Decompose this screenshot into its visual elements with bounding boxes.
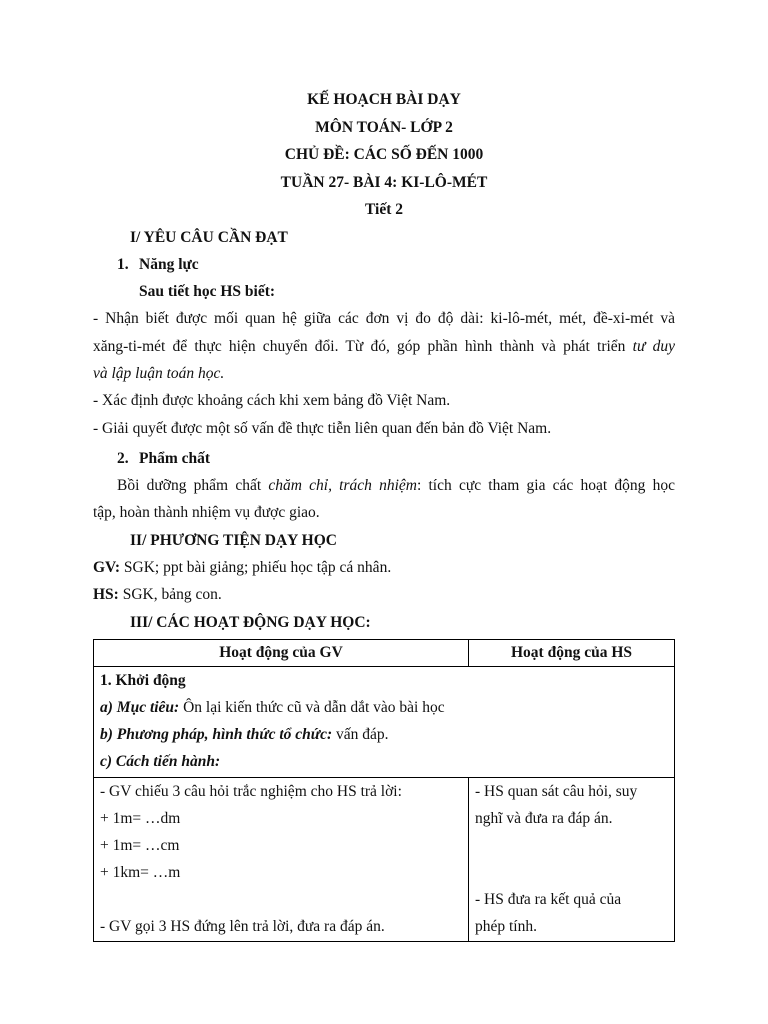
paragraph-line: - Nhận biết được mối quan hệ giữa các đơn vị đo độ dài: ki-lô-mét, mét, đề-xi-mét và — [93, 310, 675, 328]
subsection-number: 2. — [117, 449, 129, 467]
paragraph-line: - Xác định được khoảng cách khi xem bảng đồ Việt Nam. — [93, 392, 451, 410]
hs-label: HS: — [93, 586, 119, 604]
paragraph-line: và lập luận toán học. — [93, 364, 225, 382]
hs-activity-line: - HS đưa ra kết quả của — [475, 890, 622, 908]
hs-text: SGK, bảng con. — [118, 586, 222, 604]
lesson-plan-page — [93, 86, 675, 942]
outcomes-intro: Sau tiết học HS biết: — [139, 283, 276, 301]
hs-activity-line: - HS quan sát câu hỏi, suy — [475, 782, 638, 800]
hs-activity-line: phép tính. — [475, 917, 537, 935]
hs-materials — [93, 581, 675, 608]
subsection-pham-chat — [93, 445, 675, 472]
gv-text: SGK; ppt bài giảng; phiếu học tập cá nhân. — [120, 559, 392, 577]
paragraph-line — [93, 472, 675, 499]
muc-tieu-label: a) Mục tiêu: — [100, 698, 180, 716]
table-header-row — [94, 639, 675, 666]
title-line-3: CHỦ ĐỀ: CÁC SỐ ĐẾN 1000 — [284, 146, 484, 163]
title-line-2: MÔN TOÁN- LỚP 2 — [315, 118, 453, 136]
muc-tieu-text: Ôn lại kiến thức cũ và dẫn dắt vào bài học — [179, 698, 445, 716]
column-header-hs: Hoạt động của HS — [469, 639, 675, 666]
section-2-heading: II/ PHƯƠNG TIỆN DẠY HỌC — [130, 531, 337, 549]
activities-table — [93, 639, 675, 942]
subsection-label: Năng lực — [139, 255, 199, 273]
gv-activity-cell — [94, 777, 469, 941]
italic-text-run: tư duy — [632, 337, 675, 355]
hs-activity-cell — [469, 777, 675, 941]
section-1-heading: I/ YÊU CÂU CẦN ĐẠT — [130, 228, 288, 246]
gv-materials — [93, 554, 675, 581]
subsection-label: Phẩm chất — [139, 449, 211, 467]
khoi-dong-block — [94, 666, 675, 777]
section-3-heading: III/ CÁC HOẠT ĐỘNG DẠY HỌC: — [130, 613, 371, 631]
hs-activity-line — [475, 859, 668, 886]
phuong-phap-line — [100, 721, 668, 748]
gv-activity-line: - GV chiếu 3 câu hỏi trắc nghiệm cho HS trả lời: — [100, 782, 402, 800]
muc-tieu-line — [100, 694, 668, 721]
title-line-4: TUẦN 27- BÀI 4: KI-LÔ-MÉT — [280, 173, 488, 191]
text-run: : tích cực tham gia các hoạt động học — [416, 477, 676, 495]
hs-activity-line — [475, 832, 668, 859]
phuong-phap-label: b) Phương pháp, hình thức tổ chức: — [100, 725, 333, 743]
gv-activity-line: + 1m= …dm — [100, 809, 181, 827]
table-row — [94, 777, 675, 941]
column-header-gv: Hoạt động của GV — [94, 639, 469, 666]
italic-text-run: chăm chỉ, trách nhiệm — [268, 477, 417, 495]
gv-activity-line: - GV gọi 3 HS đứng lên trả lời, đưa ra đáp án. — [100, 917, 385, 935]
hs-activity-line: nghĩ và đưa ra đáp án. — [475, 809, 613, 827]
text-run: Bồi dưỡng phẩm chất — [117, 477, 269, 495]
title-line-1: KẾ HOẠCH BÀI DẠY — [307, 91, 461, 108]
paragraph-line: - Giải quyết được một số vấn đề thực tiễn liên quan đến bản đồ Việt Nam. — [93, 419, 552, 437]
table-row — [94, 666, 675, 777]
gv-label: GV: — [93, 559, 120, 577]
part-1-title: 1. Khởi động — [100, 671, 186, 689]
paragraph-line: tập, hoàn thành nhiệm vụ được giao. — [93, 504, 320, 522]
gv-activity-line — [100, 886, 462, 913]
subsection-nang-luc — [93, 251, 675, 278]
cach-tien-hanh-label: c) Cách tiến hành: — [100, 752, 221, 770]
gv-activity-line: + 1m= …cm — [100, 836, 180, 854]
phuong-phap-text: vấn đáp. — [332, 725, 389, 743]
gv-activity-line: + 1km= …m — [100, 863, 181, 881]
subsection-number: 1. — [117, 255, 129, 273]
paragraph-line — [93, 333, 675, 360]
title-line-5: Tiết 2 — [364, 201, 404, 218]
text-run: xăng-ti-mét để thực hiện chuyển đổi. Từ đó, góp phần hình thành và phát triển — [93, 337, 633, 355]
